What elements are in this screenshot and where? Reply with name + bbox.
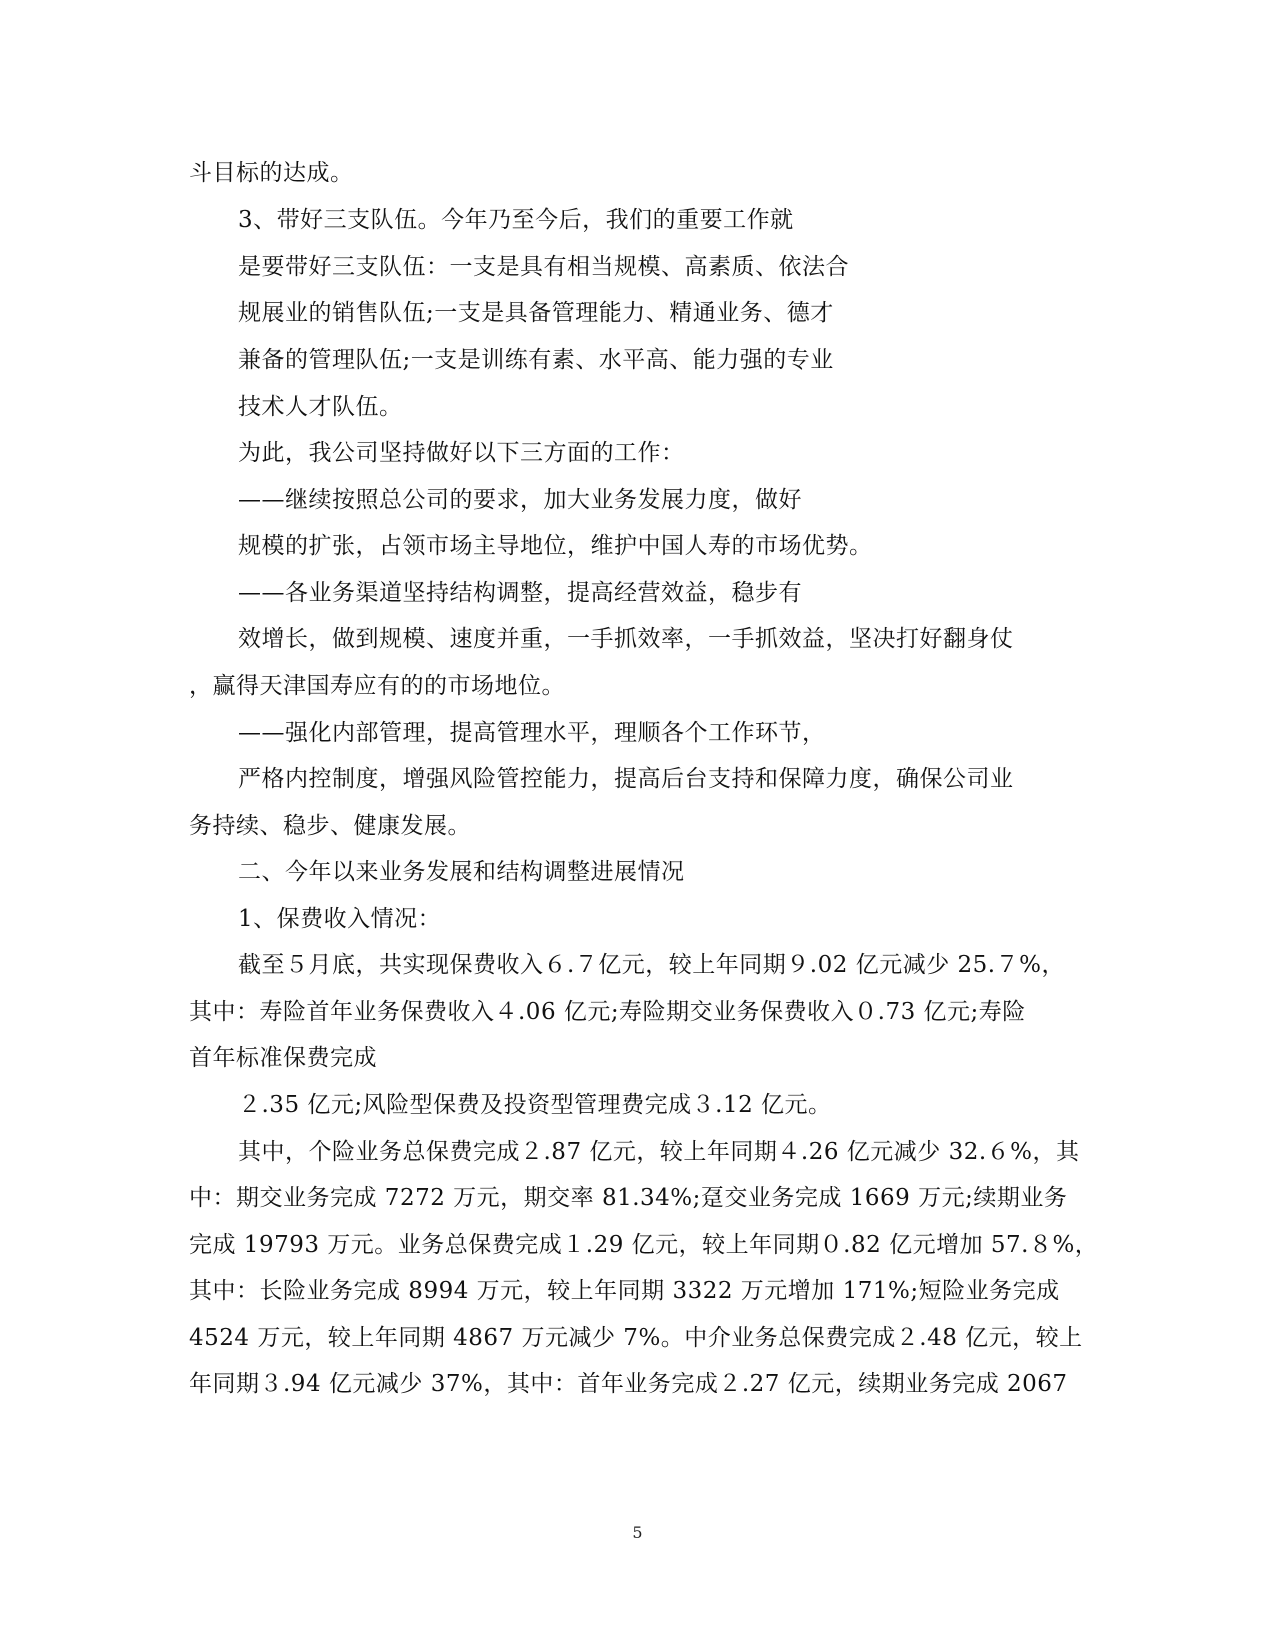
text-line: 规展业的销售队伍;一支是具备管理能力、精通业务、德才 bbox=[238, 300, 834, 326]
text-line: ——继续按照总公司的要求，加大业务发展力度，做好 bbox=[238, 487, 802, 513]
text-line: 效增长，做到规模、速度并重，一手抓效率，一手抓效益，坚决打好翻身仗 bbox=[238, 626, 1014, 652]
section-heading: 二、今年以来业务发展和结构调整进展情况 bbox=[238, 859, 685, 885]
text-line: 截至５月底，共实现保费收入６.７亿元，较上年同期９.02 亿元减少 25.７%， bbox=[238, 952, 1065, 978]
subsection-heading: 1、保费收入情况： bbox=[238, 906, 442, 932]
text-line: 兼备的管理队伍;一支是训练有素、水平高、能力强的专业 bbox=[238, 347, 834, 373]
text-line: 务持续、稳步、健康发展。 bbox=[189, 813, 471, 839]
text-line: ，赢得天津国寿应有的的市场地位。 bbox=[189, 673, 565, 699]
text-line: 4524 万元，较上年同期 4867 万元减少 7%。中介业务总保费完成２.48 亿元，较上 bbox=[189, 1325, 1083, 1351]
page-number: 5 bbox=[632, 1523, 643, 1542]
text-line: 完成 19793 万元。业务总保费完成１.29 亿元，较上年同期０.82 亿元增加 57.８%， bbox=[189, 1232, 1099, 1258]
text-line: 中：期交业务完成 7272 万元，期交率 81.34%;趸交业务完成 1669 万元;续期业务 bbox=[189, 1185, 1068, 1211]
text-line: 其中：寿险首年业务保费收入４.06 亿元;寿险期交业务保费收入０.73 亿元;寿险 bbox=[189, 999, 1026, 1025]
text-line: ２.35 亿元;风险型保费及投资型管理费完成３.12 亿元。 bbox=[238, 1092, 832, 1118]
text-line: 其中，个险业务总保费完成２.87 亿元，较上年同期４.26 亿元减少 32.６%，其 bbox=[238, 1139, 1080, 1165]
text-line: 其中：长险业务完成 8994 万元，较上年同期 3322 万元增加 171%;短险业务完成 bbox=[189, 1278, 1060, 1304]
text-line: 首年标准保费完成 bbox=[189, 1045, 377, 1071]
text-line: 年同期３.94 亿元减少 37%，其中：首年业务完成２.27 亿元，续期业务完成 2067 bbox=[189, 1371, 1068, 1397]
text-line: ——强化内部管理，提高管理水平，理顺各个工作环节， bbox=[238, 720, 826, 746]
text-line: 3、带好三支队伍。今年乃至今后，我们的重要工作就 bbox=[238, 207, 794, 233]
text-line: 为此，我公司坚持做好以下三方面的工作： bbox=[238, 440, 685, 466]
text-line: 规模的扩张，占领市场主导地位，维护中国人寿的市场优势。 bbox=[238, 533, 873, 559]
text-line: ——各业务渠道坚持结构调整，提高经营效益，稳步有 bbox=[238, 580, 802, 606]
text-line: 斗目标的达成。 bbox=[189, 160, 354, 186]
text-line: 技术人才队伍。 bbox=[238, 394, 403, 420]
text-line: 严格内控制度，增强风险管控能力，提高后台支持和保障力度，确保公司业 bbox=[238, 766, 1014, 792]
text-line: 是要带好三支队伍：一支是具有相当规模、高素质、依法合 bbox=[238, 254, 849, 280]
